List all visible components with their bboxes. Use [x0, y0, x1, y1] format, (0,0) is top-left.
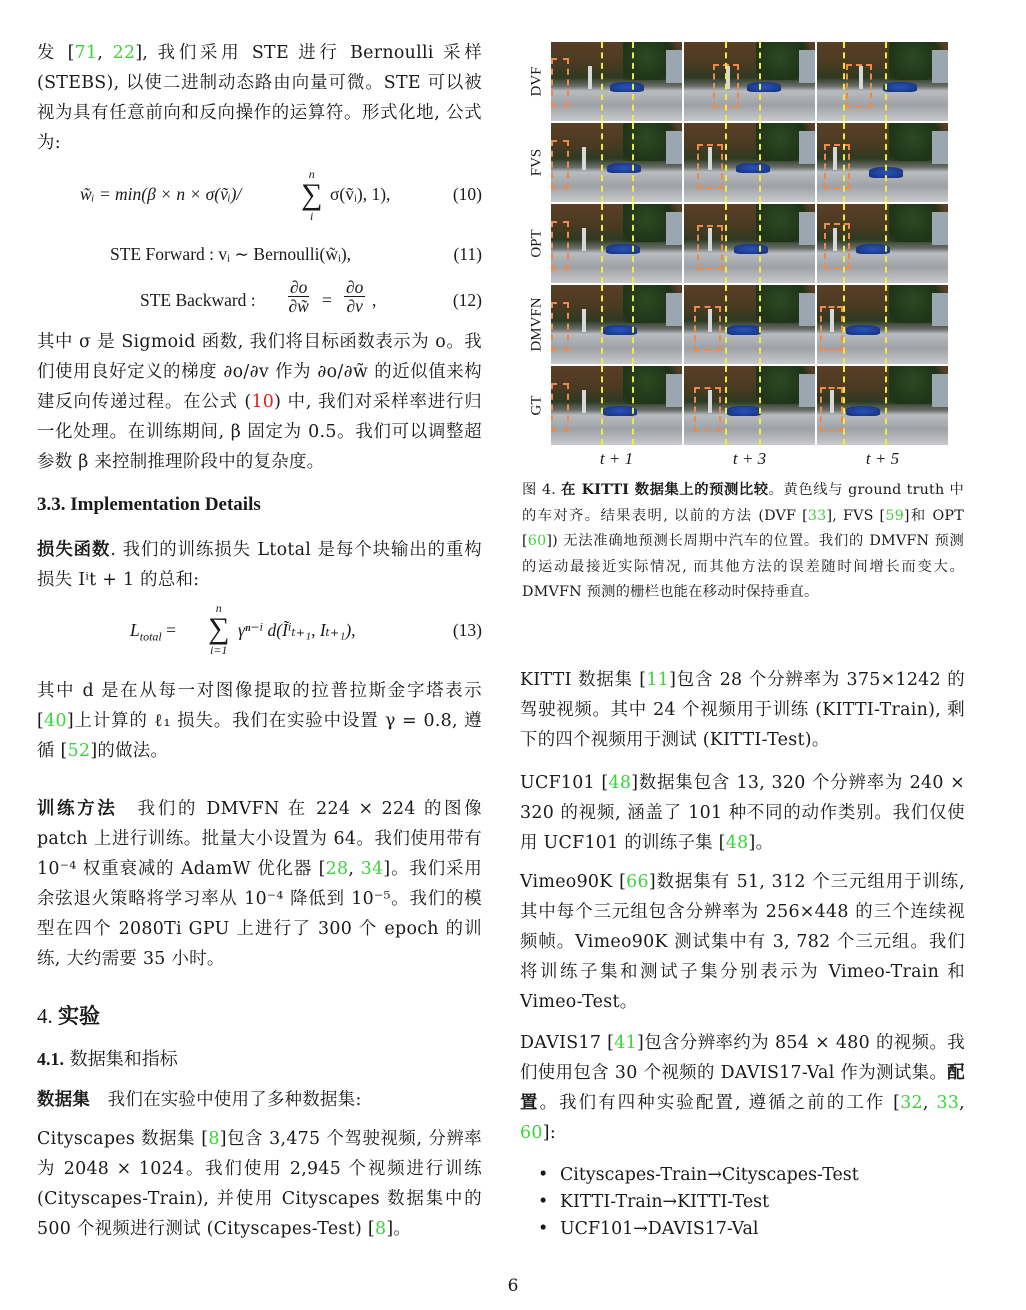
citation-link[interactable]: 60: [520, 1123, 543, 1143]
citation-link[interactable]: 34: [360, 859, 384, 879]
frame-image: [817, 366, 948, 445]
citation-link[interactable]: 33: [936, 1093, 960, 1113]
frame-image: [817, 123, 948, 202]
paragraph-loss: 损失函数. 我们的训练损失 Ltotal 是每个块输出的重构损失 Iⁱt + 1 的总和:: [37, 540, 483, 590]
frame-image: [551, 42, 682, 121]
citation-link[interactable]: 66: [626, 872, 649, 892]
citation-link[interactable]: 11: [646, 670, 670, 690]
paragraph-vimeo90k: Vimeo90K [66]数据集有 51, 312 个三元组用于训练, 其中每个三元组包含分辨率为 256×448 的三个连续视频帧。Vimeo90K 测试集中有 3, 782 个三元组。我们将训练子集和测试子集分别表示为 Vimeo-Train 和 Vimeo-Test。: [520, 872, 965, 1012]
citation-link[interactable]: 71: [74, 43, 98, 63]
paragraph-kitti: KITTI 数据集 [11]包含 28 个分辨率为 375×1242 的驾驶视频。其中 24 个视频用于训练 (KITTI-Train), 剩下的四个视频用于测试 (KITTI-Test)。: [520, 670, 965, 750]
equation-12: STE Backward : $\frac{\partial o}{\partial w̃}$ = $\frac{\partial o}{\partial v}$ , (12): [140, 277, 482, 317]
summation-symbol: n ∑ i=1: [208, 601, 230, 657]
citation-link[interactable]: 48: [608, 773, 632, 793]
citation-link[interactable]: 52: [67, 741, 91, 761]
section-heading-4-1: 4.1. 数据集和指标: [37, 1049, 178, 1070]
citation-link[interactable]: 8: [374, 1219, 387, 1239]
frame-image: [684, 366, 815, 445]
figure-col-label: t + 3: [732, 449, 767, 468]
frame-image: [684, 204, 815, 283]
citation-link[interactable]: 59: [885, 507, 904, 524]
figure-col-label: t + 1: [599, 449, 634, 468]
citation-link[interactable]: 60: [527, 533, 547, 549]
paragraph-laplacian: 其中 d 是在从每一对图像提取的拉普拉斯金字塔表示 [40]上计算的 ℓ₁ 损失。我们在实验中设置 γ = 0.8, 遵循 [52]的做法。: [37, 681, 482, 761]
config-list: [538, 1162, 859, 1243]
frame-image: [551, 204, 682, 283]
frame-image: [684, 123, 815, 202]
paragraph-cityscapes: Cityscapes 数据集 [8]包含 3,475 个驾驶视频, 分辨率为 2048 × 1024。我们使用 2,945 个视频进行训练 (Cityscapes-Train), 并使用 Cityscapes 数据集中的 500 个视频进行测试 (Cityscapes-Test) [8]。: [37, 1129, 482, 1239]
frame-image: [551, 366, 682, 445]
frame-image: [817, 285, 948, 364]
list-item: • UCF101→DAVIS17-Val: [538, 1216, 859, 1243]
summation-symbol: n ∑ i: [301, 167, 323, 223]
figure-caption: 图 4. 在 KITTI 数据集上的预测比较。黄色线与 ground truth 中的车对齐。结果表明, 以前的方法 (DVF [33], FVS [59]和 OPT [60]) 无法准确地预测长周期中汽车的位置。我们的 DMVFN 预测的运动最接近实际情况, 而其他方法的误差随时间增长而变大。DMVFN 预测的栅栏也能在移动时保持垂直。: [522, 482, 964, 600]
citation-link[interactable]: 32: [900, 1093, 923, 1113]
citation-link[interactable]: 28: [325, 859, 349, 879]
figure-row-label: DVF: [528, 66, 545, 97]
frame-image: [817, 204, 948, 283]
citation-link[interactable]: 40: [44, 711, 67, 731]
list-item: • KITTI-Train→KITTI-Test: [538, 1189, 859, 1216]
paragraph-stebs: 发 [71, 22], 我们采用 STE 进行 Bernoulli 采样 (STEBS), 以使二进制动态路由向量可微。STE 可以被视为具有任意前向和反向操作的运算符。形式化地, 公式为:: [37, 43, 483, 153]
equation-number: (10): [452, 184, 482, 204]
figure-row-label: OPT: [528, 229, 545, 258]
paragraph-sigmoid: 其中 σ 是 Sigmoid 函数, 我们将目标函数表示为 o。我们使用良好定义的梯度 ∂o/∂v 作为 ∂o/∂w̃ 的近似值来构建反向传递过程。在公式 (10) 中, 我们对采样率进行归一化处理。在训练期间, β 固定为 0.5。我们可以调整超参数 β 来控制推理阶段中的复杂度。: [37, 332, 482, 472]
figure-row-label: FVS: [528, 148, 545, 177]
citation-link[interactable]: 41: [614, 1033, 637, 1053]
equation-number: (11): [453, 244, 482, 264]
citation-link[interactable]: 33: [807, 507, 827, 524]
section-heading-3-3: 3.3. Implementation Details: [37, 494, 261, 515]
frame-image: [817, 42, 948, 121]
paragraph-training: 训练方法 我们的 DMVFN 在 224 × 224 的图像 patch 上进行训练。批量大小设置为 64。我们使用带有 10⁻⁴ 权重衰减的 AdamW 优化器 [28, 34]。我们采用余弦退火策略将学习率从 10⁻⁴ 降低到 10⁻⁵。我们的模型在四个 2080Ti GPU 上进行了 300 个 epoch 的训练, 大约需要 35 小时。: [37, 799, 483, 969]
equation-10: w̃ᵢ = min(β × n × σ(ṽᵢ)/ n ∑ i σ(ṽᵢ), 1), (10): [80, 167, 482, 223]
frame-image: [684, 42, 815, 121]
equation-13: $L_{total}$ = n ∑ i=1 γⁿ⁻ⁱ d(Ĩⁱₜ₊₁, Iₜ₊₁), (13): [130, 601, 482, 657]
citation-link[interactable]: 48: [725, 833, 749, 853]
paragraph-ucf101: UCF101 [48]数据集包含 13, 320 个分辨率为 240 × 320 的视频, 涵盖了 101 种不同的动作类别。我们仅使用 UCF101 的训练子集 [48]。: [520, 773, 965, 853]
paragraph-davis17: DAVIS17 [41]包含分辨率约为 854 × 480 的视频。我们使用包含 30 个视频的 DAVIS17-Val 作为测试集。配置。我们有四种实验配置, 遵循之前的工作 [32, 33, 60]:: [520, 1033, 965, 1143]
frame-image: [684, 285, 815, 364]
figure-row-label: DMVFN: [528, 297, 545, 352]
figure-image-grid: [551, 42, 948, 445]
frame-image: [551, 123, 682, 202]
figure-row-label: GT: [528, 395, 545, 416]
section-heading-4: 4. 实验: [37, 1004, 100, 1028]
frame-image: [551, 285, 682, 364]
equation-11: STE Forward : vᵢ ∼ Bernoulli(w̃ᵢ), (11): [110, 244, 482, 264]
equation-ref-link[interactable]: 10: [251, 392, 275, 412]
figure-col-label: t + 5: [865, 449, 900, 468]
citation-link[interactable]: 8: [208, 1129, 220, 1149]
equation-number: (12): [452, 290, 482, 310]
equation-number: (13): [452, 620, 482, 640]
page-number: 6: [507, 1276, 519, 1296]
citation-link[interactable]: 22: [112, 43, 136, 63]
list-item: • Cityscapes-Train→Cityscapes-Test: [538, 1162, 859, 1189]
paragraph-datasets-intro: 数据集 我们在实验中使用了多种数据集:: [37, 1090, 362, 1110]
